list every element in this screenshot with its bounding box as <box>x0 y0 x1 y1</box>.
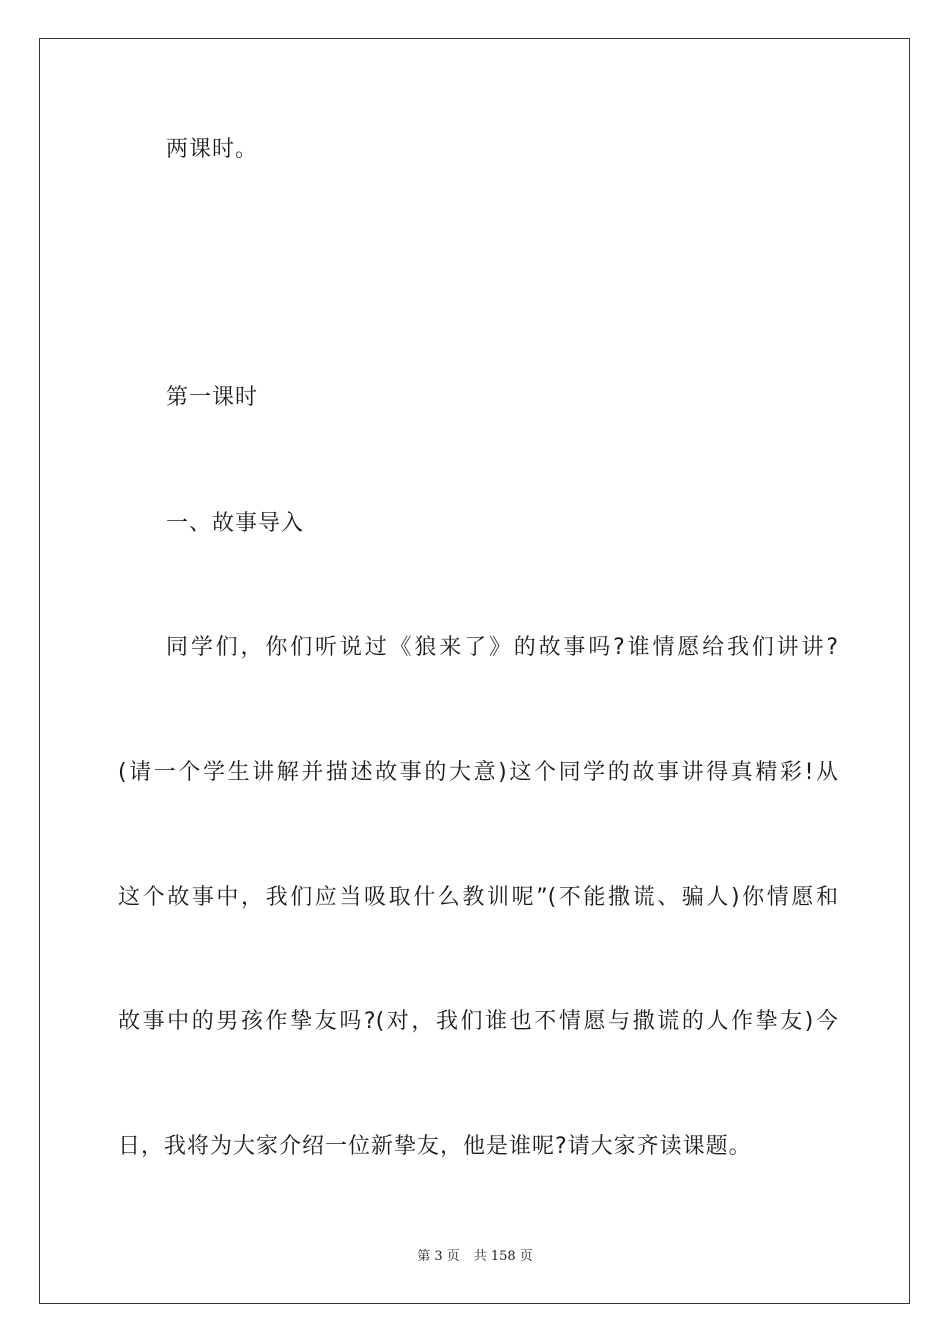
page-frame <box>39 38 910 1304</box>
text-line-paragraph-2: (请一个学生讲解并描述故事的大意)这个同学的故事讲得真精彩!从 <box>118 760 838 785</box>
page-total: 共 158 页 <box>473 1249 533 1264</box>
text-line-section-heading: 一、故事导入 <box>166 511 305 536</box>
text-line-paragraph-3: 这个故事中，我们应当吸取什么教训呢”(不能撒谎、骗人)你情愿和 <box>118 885 838 910</box>
text-line-paragraph-1: 同学们，你们听说过《狼来了》的故事吗?谁情愿给我们讲讲? <box>166 635 838 660</box>
text-line-paragraph-4: 故事中的男孩作挚友吗?(对，我们谁也不情愿与撒谎的人作挚友)今 <box>118 1009 838 1034</box>
page-number: 第 3 页 <box>417 1249 460 1264</box>
page-footer <box>0 1248 950 1266</box>
text-line-lesson-count: 两课时。 <box>166 137 259 162</box>
text-line-first-lesson-heading: 第一课时 <box>166 385 259 410</box>
text-line-paragraph-5: 日，我将为大家介绍一位新挚友，他是谁呢?请大家齐读课题。 <box>118 1134 752 1159</box>
